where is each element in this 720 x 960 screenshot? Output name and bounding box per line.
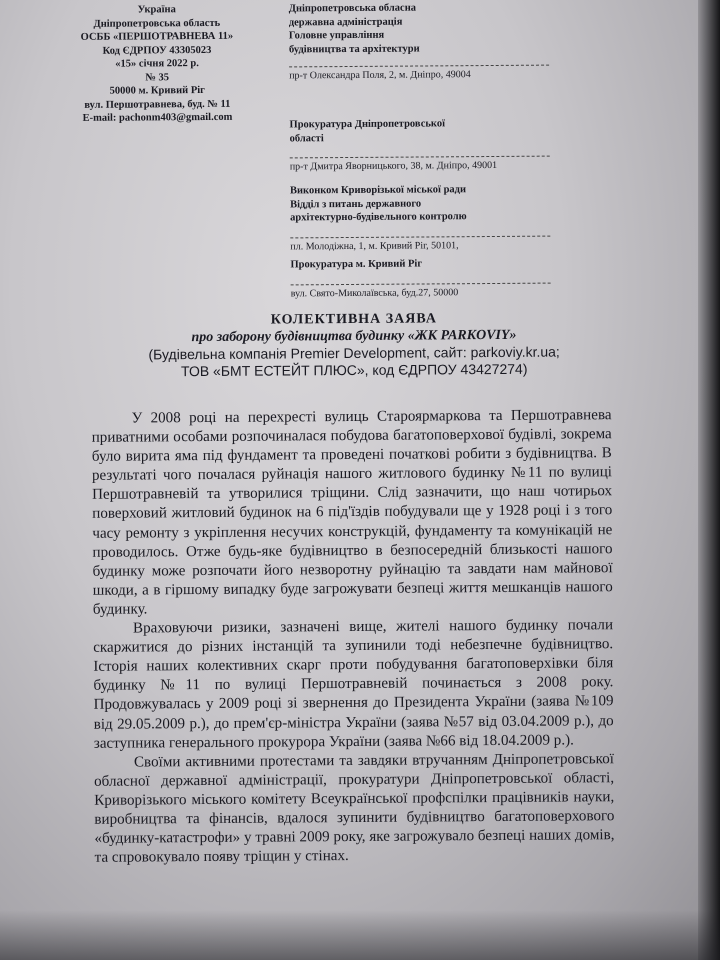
sender-line: вул. Першотравнева, буд. № 11 <box>84 98 231 111</box>
sender-email: E-mail: pachonm403@gmail.com <box>82 111 233 124</box>
recipient-line: Відділ з питань державного <box>290 197 422 210</box>
sender-line: ОСББ «ПЕРШОТРАВНЕВА 11» <box>80 30 234 43</box>
recipient-line: державна адміністрація <box>288 16 403 28</box>
body-paragraph: Своїми активними протестами та завдяки втручанням Дніпропетровської обласної державної адміністрації, прокуратури Дніпропетровської області, Криворізького міського комітету Всеукраїнської профспілки працівників науки, виробництва та фінансів, вдалося зупинити будівництво багатоповерхового «будинку-катастрофи» у травні 2009 року, яке загрожувало безпеці наших домів, та спровокувало появу тріщин у стінах. <box>94 750 615 866</box>
sender-line: Код ЄДРПОУ 43305023 <box>102 44 212 57</box>
recipient-block-prosecutor-region <box>289 117 549 174</box>
title-company: (Будівельна компанія Premier Development, сайт: parkoviy.kr.ua; <box>148 343 560 363</box>
title-developer: ТОВ «БМТ ЕСТЕЙТ ПЛЮС», код ЄДРПОУ 43427274) <box>180 360 528 380</box>
bottom-shadow <box>0 910 720 960</box>
letter-body <box>92 406 615 868</box>
recipient-line: Виконком Криворізької міської ради <box>289 184 467 197</box>
recipient-line: області <box>289 132 324 144</box>
sender-line: Україна <box>137 4 176 16</box>
recipient-line: Дніпропетровська обласна <box>288 2 417 15</box>
recipient-line: Прокуратура м. Кривий Ріг <box>290 258 423 271</box>
body-paragraph: Враховуючи ризики, зазначені вище, жителі нашого будинку почали скаржитися до різних інстанцій та зупинили тоді небезпечне будівництво. Історія наших колективних скарг проти побудування багатоповерхівки біля будинку №11 по вулиці Першотравневій починається з 2008 року. Продовжувалась у 2009 році зі звернення до Президента України (заява №109 від 29.05.2009 р.), до прем'єр-міністра України (заява №57 від 03.04.2009 р.), до заступника генерального прокурора України (заява №66 від 18.04.2009 р.). <box>93 617 614 752</box>
document-title <box>119 309 589 380</box>
recipient-address: пл. Молодіжна, 1, м. Кривий Ріг, 50101, <box>290 235 550 253</box>
sender-date: «15» січня 2022 р. <box>115 58 199 70</box>
recipient-address: вул. Свято-Миколаївська, буд.27, 50000 <box>291 282 551 300</box>
sender-line: Дніпропетровська область <box>93 17 221 30</box>
recipient-block-prosecutor-city <box>290 257 550 301</box>
recipient-line: будівництва та архітектури <box>288 43 420 55</box>
recipient-line: Головне управління <box>288 29 385 42</box>
recipient-line: архітектурно-будівельного контролю <box>290 211 467 224</box>
sender-block <box>37 3 278 126</box>
recipient-address: пр-т Дмитра Яворницького, 38, м. Дніпро, 49001 <box>290 156 550 174</box>
sender-number: № 35 <box>145 71 170 83</box>
body-paragraph: У 2008 році на перехресті вулиць Староярмаркова та Першотравнева приватними особами розпочиналася побудова багатоповерхової будівлі, зокрема було вирита яма під фундамент та проведені початкові робити з будівництва. В результаті чого почалася руйнація нашого житлового будинку №11 по вулиці Першотравневій та утворилися тріщини. Слід зазначити, що наш чотирьох поверховий житловий будинок на 6 під'їздів побудували ще у 1928 році і з того часу ремонту з укріплення несучих конструкцій, фундаменту та комунікацій не проводилось. Отже будь-яке будівництво в безпосередній близькості нашого будинку може розпочати його незворотну руйнацію та завдати нам майнової шкоди, а в гіршому випадку буде загрожувати безпеці життя мешканців нашого будинку. <box>91 407 613 618</box>
recipient-line: Прокуратура Дніпропетровської <box>289 118 446 131</box>
title-subject: про заборону будівництва будинку «ЖК PARKOVIY» <box>191 327 517 346</box>
sender-line: 50000 м. Кривий Ріг <box>109 85 205 97</box>
title-heading: КОЛЕКТИВНА ЗАЯВА <box>270 311 438 328</box>
dark-edge-shadow <box>698 0 720 960</box>
recipient-header <box>289 1 550 83</box>
recipient-address: пр-т Олександра Поля, 2, м. Дніпро, 49004 <box>289 65 549 83</box>
recipient-block-city-council <box>290 183 550 254</box>
